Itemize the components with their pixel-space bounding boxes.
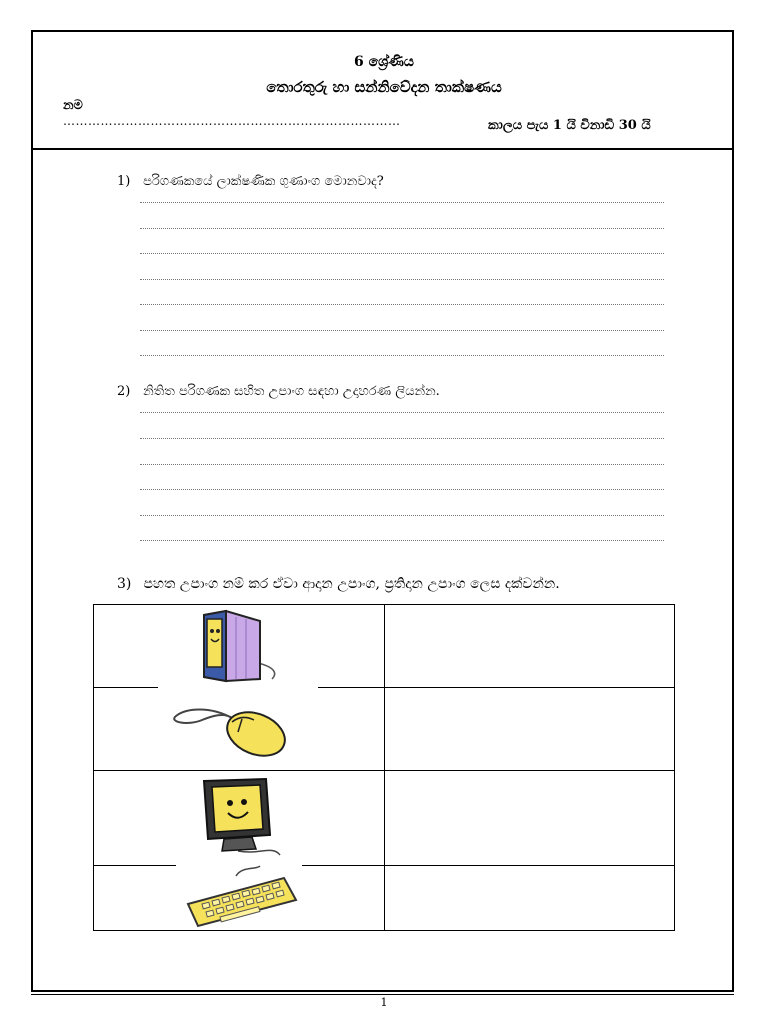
answer-line[interactable] (140, 253, 664, 254)
answer-line[interactable] (140, 464, 664, 465)
device-image-cell (94, 866, 385, 931)
answer-line[interactable] (140, 412, 664, 413)
device-image-cell (94, 605, 385, 688)
subject-title: තොරතුරු හා සන්නිවේදන තාක්ෂණය (266, 78, 502, 96)
table-row (94, 605, 675, 688)
question-3-number: 3) (117, 576, 132, 592)
question-3-text: පහත උපාංග නම් කර ඒවා ආදාන උපාංග, ප්‍රතිදාන උපාංග ලෙස දක්වන්න. (143, 576, 560, 592)
answer-line[interactable] (140, 304, 664, 305)
header-divider (33, 148, 732, 150)
answer-line[interactable] (140, 279, 664, 280)
time-label: කාලය පැය 1 යි විනාඩි 30 යි (488, 118, 651, 133)
answer-line[interactable] (140, 355, 664, 356)
question-1 (117, 174, 384, 189)
answer-cell[interactable] (384, 866, 675, 931)
answer-line[interactable] (140, 330, 664, 331)
answer-line[interactable] (140, 489, 664, 490)
table-row (94, 866, 675, 931)
answer-line[interactable] (140, 540, 664, 541)
answer-line[interactable] (140, 228, 664, 229)
keyboard-icon (176, 864, 302, 930)
answer-line[interactable] (140, 515, 664, 516)
page-number: 1 (380, 996, 388, 1009)
device-image-cell (94, 771, 385, 866)
question-2-number: 2) (117, 384, 131, 399)
device-image-cell (94, 688, 385, 771)
answer-cell[interactable] (384, 688, 675, 771)
mouse-icon (158, 686, 318, 770)
question-3 (117, 576, 560, 592)
table-row (94, 688, 675, 771)
name-field[interactable]: ……………………………………………………………………… (63, 114, 401, 128)
question-1-text: පරිගණකයේ ලාක්ෂණික ගුණාංග මොනවාද? (143, 174, 384, 189)
question-2-text: නිතිත පරිගණක සහිත උපාංග සඳහා උදාහරණ ලියන්න. (143, 384, 440, 399)
answer-line[interactable] (140, 202, 664, 203)
answer-cell[interactable] (384, 605, 675, 688)
monitor-icon (176, 773, 300, 865)
name-label: නම (63, 98, 83, 113)
answer-cell[interactable] (384, 771, 675, 866)
question-2 (117, 384, 440, 399)
grade-title: 6 ශ්‍රේණිය (354, 54, 414, 70)
answer-line[interactable] (140, 438, 664, 439)
table-row (94, 771, 675, 866)
page-border-double (31, 994, 734, 995)
system-unit-icon (186, 607, 282, 685)
question-1-number: 1) (117, 174, 131, 189)
device-table (93, 604, 675, 931)
